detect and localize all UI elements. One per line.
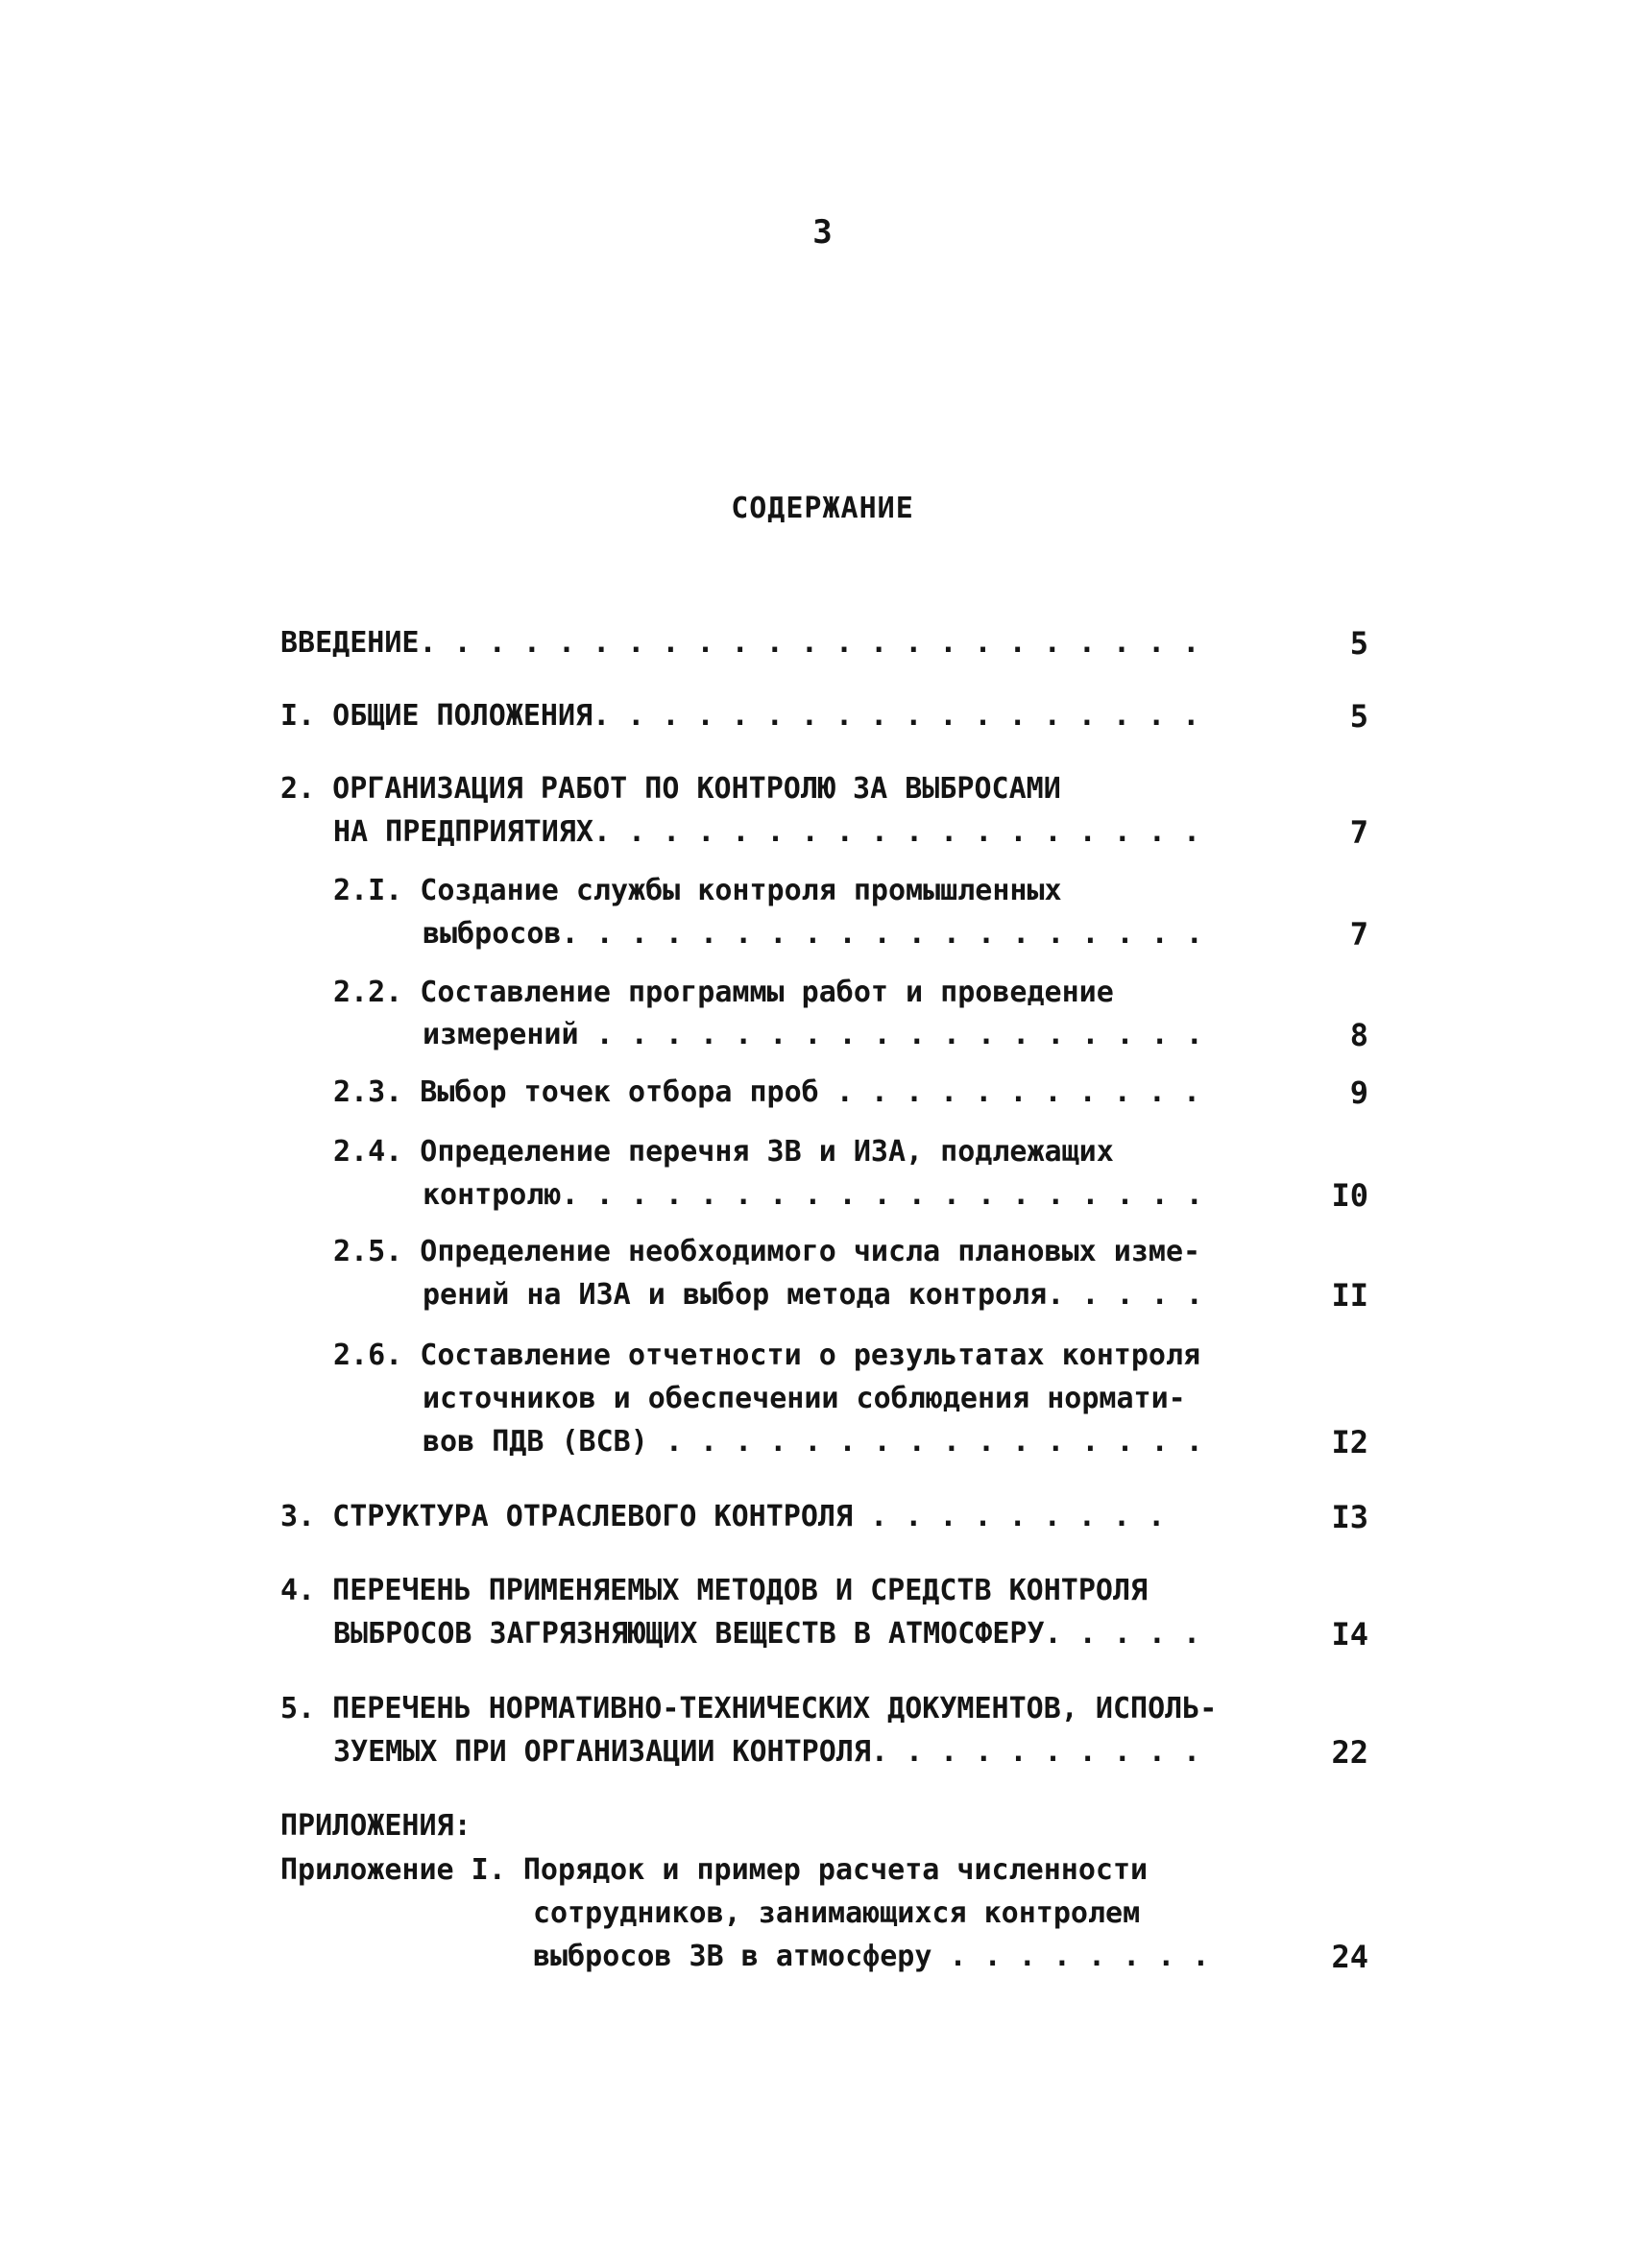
toc-entry-section-2-6: 2.6. Составление отчетности о результатах контроля (333, 1339, 1201, 1372)
toc-entry-section-2-cont: НА ПРЕДПРИЯТИЯХ. . . . . . . . . . . . . . . . . . (333, 815, 1201, 849)
toc-entry-section-3: 3. СТРУКТУРА ОТРАСЛЕВОГО КОНТРОЛЯ . . . . . . . . . (280, 1500, 1166, 1533)
toc-entry-section-2-5: 2.5. Определение необходимого числа плановых изме- (333, 1235, 1201, 1268)
toc-entry-appendix-1-cont: сотрудников, занимающихся контролем (533, 1896, 1141, 1930)
toc-entry-appendix-1-cont2: выбросов ЗВ в атмосферу . . . . . . . . (533, 1940, 1210, 1973)
toc-entry-section-2-2-cont: измерений . . . . . . . . . . . . . . . . . . (423, 1018, 1203, 1051)
toc-page-section-1: 5 (1349, 698, 1368, 735)
toc-entry-section-2-5-cont: рений на ИЗА и выбор метода контроля. . . . . (423, 1278, 1203, 1312)
toc-page-section-2-2: 8 (1349, 1017, 1368, 1053)
toc-entry-section-4: 4. ПЕРЕЧЕНЬ ПРИМЕНЯЕМЫХ МЕТОДОВ И СРЕДСТВ КОНТРОЛЯ (280, 1574, 1149, 1607)
document-title: СОДЕРЖАНИЕ (731, 492, 914, 525)
toc-page-section-4: I4 (1331, 1616, 1368, 1653)
toc-entry-appendix-1: Приложение I. Порядок и пример расчета численности (280, 1853, 1149, 1887)
toc-page-appendix-1: 24 (1331, 1939, 1368, 1975)
toc-entry-section-2-3: 2.3. Выбор точек отбора проб . . . . . . . . . . . (333, 1075, 1201, 1109)
toc-page-section-5: 22 (1331, 1734, 1368, 1771)
toc-entry-section-2: 2. ОРГАНИЗАЦИЯ РАБОТ ПО КОНТРОЛЮ ЗА ВЫБРОСАМИ (280, 772, 1061, 806)
toc-page-section-2-1: 7 (1349, 916, 1368, 953)
toc-page-section-2-6: I2 (1331, 1424, 1368, 1460)
page-number: 3 (812, 213, 833, 252)
toc-page-section-2: 7 (1349, 814, 1368, 851)
toc-entry-section-2-1: 2.I. Создание службы контроля промышленных (333, 874, 1062, 907)
toc-page-section-2-3: 9 (1349, 1074, 1368, 1111)
toc-entry-section-2-6-cont: источников и обеспечении соблюдения нормати- (423, 1382, 1186, 1415)
toc-entry-intro: ВВЕДЕНИЕ. . . . . . . . . . . . . . . . . . . . . . . (280, 626, 1200, 660)
toc-entry-section-5: 5. ПЕРЕЧЕНЬ НОРМАТИВНО-ТЕХНИЧЕСКИХ ДОКУМЕНТОВ, ИСПОЛЬ- (280, 1692, 1218, 1725)
toc-entry-section-2-1-cont: выбросов. . . . . . . . . . . . . . . . . . . (423, 917, 1203, 951)
toc-entry-section-1: I. ОБЩИЕ ПОЛОЖЕНИЯ. . . . . . . . . . . . . . . . . . (280, 699, 1200, 733)
toc-entry-section-5-cont: ЗУЕМЫХ ПРИ ОРГАНИЗАЦИИ КОНТРОЛЯ. . . . . . . . . . (333, 1735, 1201, 1769)
toc-appendices-heading: ПРИЛОЖЕНИЯ: (280, 1809, 472, 1843)
toc-entry-section-2-4: 2.4. Определение перечня ЗВ и ИЗА, подлежащих (333, 1135, 1114, 1169)
toc-entry-section-4-cont: ВЫБРОСОВ ЗАГРЯЗНЯЮЩИХ ВЕЩЕСТВ В АТМОСФЕРУ. . . . . (333, 1617, 1201, 1651)
toc-entry-section-2-6-cont2: вов ПДВ (ВСВ) . . . . . . . . . . . . . . . . (423, 1425, 1203, 1459)
toc-entry-section-2-2: 2.2. Составление программы работ и проведение (333, 976, 1114, 1009)
toc-page-intro: 5 (1349, 625, 1368, 662)
toc-entry-section-2-4-cont: контролю. . . . . . . . . . . . . . . . . . . (423, 1178, 1203, 1212)
toc-page-section-2-5: II (1331, 1277, 1368, 1314)
toc-page-section-3: I3 (1331, 1499, 1368, 1535)
toc-page-section-2-4: I0 (1331, 1177, 1368, 1214)
